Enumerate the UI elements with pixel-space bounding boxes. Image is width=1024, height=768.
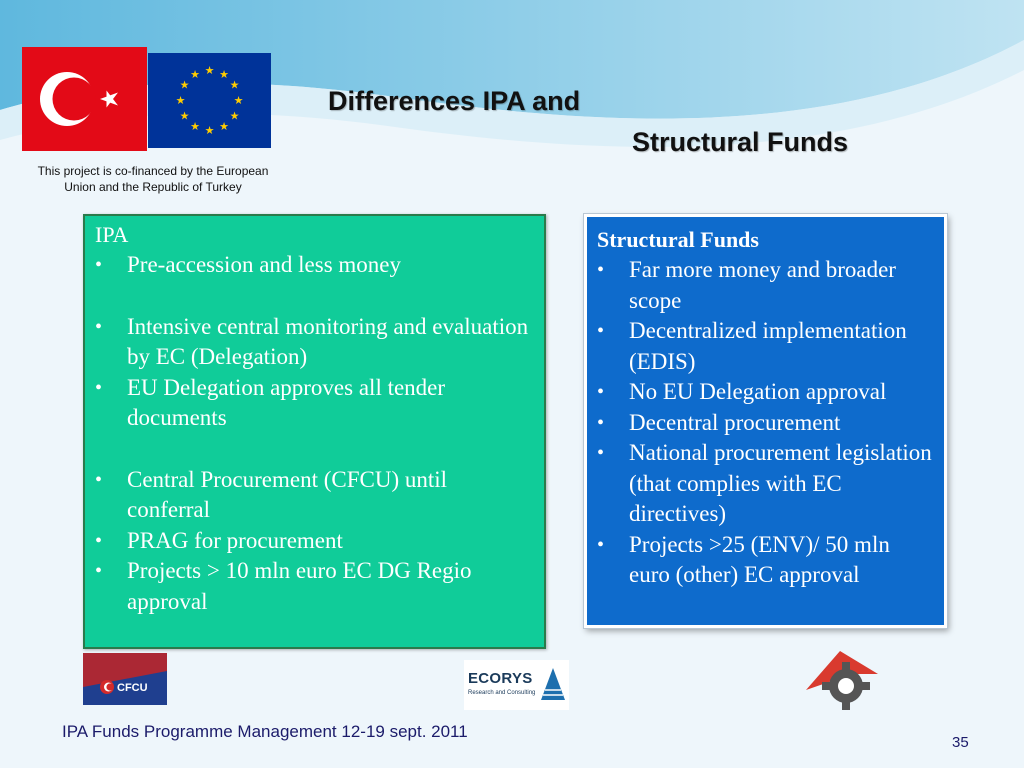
ecorys-logo-name: ECORYS (468, 670, 533, 687)
slide-title-line-1: Differences IPA and (328, 86, 581, 116)
ipa-bullet: • PRAG for procurement (95, 526, 534, 557)
gear-logo-icon (800, 648, 885, 710)
sf-bullet: • Decentralized implementation (EDIS) (597, 316, 934, 377)
ipa-panel (83, 214, 546, 649)
sf-bullet-list (597, 255, 934, 591)
cfcu-logo-graphic (83, 653, 167, 705)
sf-bullet: • No EU Delegation approval (597, 377, 934, 408)
ecorys-logo-tagline: Research and Consulting (468, 690, 536, 696)
sf-bullet: • Far more money and broader scope (597, 255, 934, 316)
svg-text:★: ★ (229, 109, 240, 123)
eu-flag-icon (148, 53, 271, 148)
cofinance-line-2: Union and the Republic of Turkey (64, 180, 242, 194)
ipa-bullet: • Pre-accession and less money (95, 250, 534, 281)
structural-funds-panel (584, 214, 947, 628)
ecorys-logo-icon (464, 660, 569, 710)
ipa-bullet: • EU Delegation approves all tender documents (95, 373, 534, 434)
page-number: 35 (952, 734, 969, 751)
svg-text:★: ★ (219, 120, 229, 133)
slide-title-line-2: Structural Funds (632, 127, 849, 157)
svg-text:★: ★ (204, 64, 215, 77)
ipa-bullet: • Central Procurement (CFCU) until conferral (95, 465, 534, 526)
svg-text:★: ★ (190, 68, 200, 81)
cfcu-logo-icon (83, 653, 167, 705)
svg-text:★: ★ (233, 94, 244, 107)
ipa-panel-heading: IPA (95, 222, 129, 247)
footer-text: IPA Funds Programme Management 12-19 sept. 2011 (62, 722, 468, 741)
turkey-flag-icon (22, 47, 147, 151)
svg-text:★: ★ (190, 120, 200, 133)
cofinance-line-1: This project is co-financed by the European (37, 164, 269, 178)
sf-bullet: • National procurement legislation (that complies with EC directives) (597, 438, 934, 530)
ipa-bullet: • Projects > 10 mln euro EC DG Regio approval (95, 556, 534, 617)
svg-text:★: ★ (179, 109, 190, 123)
sf-bullet: • Decentral procurement (597, 408, 934, 439)
cofinance-note (22, 163, 284, 195)
svg-text:★: ★ (229, 78, 240, 92)
svg-text:★: ★ (204, 124, 215, 137)
ipa-bullet: • Intensive central monitoring and evaluation by EC (Delegation) (95, 312, 534, 373)
ipa-bullet-list (95, 250, 534, 617)
ecorys-pyramid-icon (540, 666, 566, 704)
svg-text:★: ★ (219, 68, 229, 81)
sf-panel-heading: Structural Funds (597, 227, 759, 252)
svg-text:★: ★ (175, 94, 186, 107)
svg-text:★: ★ (179, 78, 190, 92)
sf-bullet: • Projects >25 (ENV)/ 50 mln euro (other) EC approval (597, 530, 934, 591)
cfcu-logo-text: CFCU (117, 682, 148, 694)
